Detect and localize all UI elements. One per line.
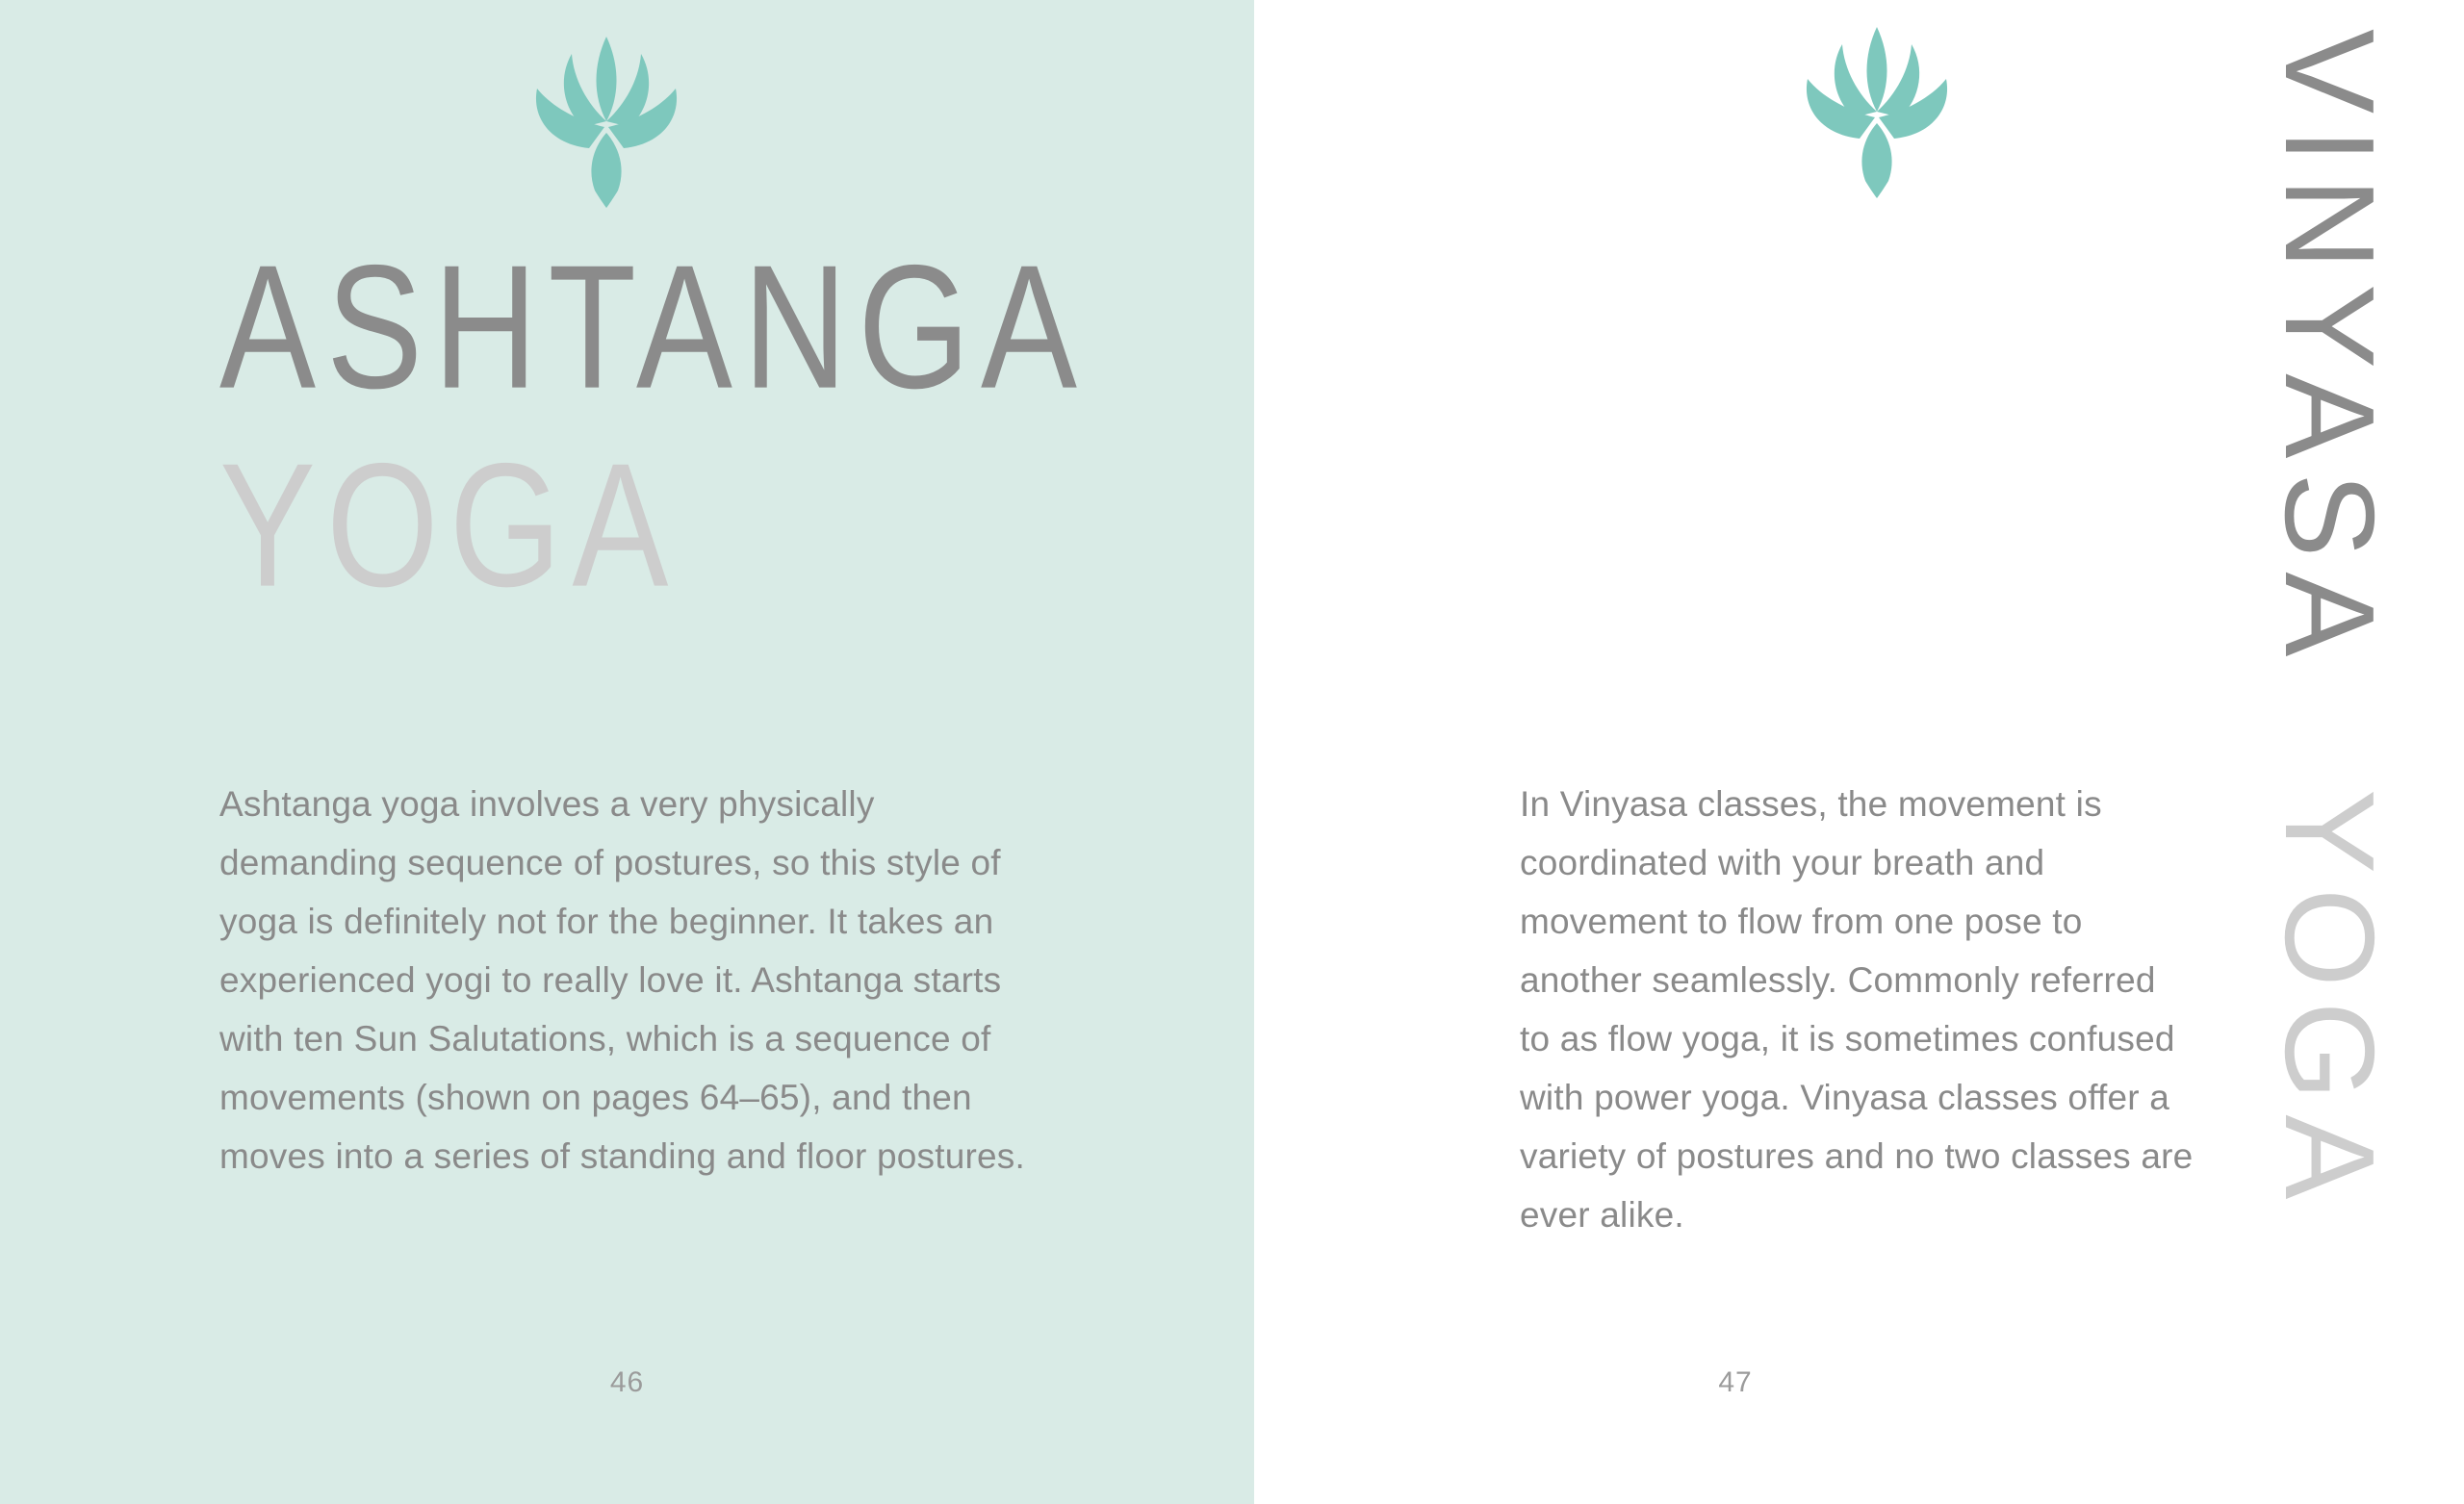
right-page: [1254, 0, 2464, 1504]
title-line-1: ASHTANGA: [219, 227, 1089, 425]
right-body-text: In Vinyasa classes, the movement is coordinated with your breath and movement to flow from one pose to another seamlessly. Commonly referred to as flow yoga, it is sometimes confused with power yoga. Vinyasa classes offer a variety of postures and no two classes are ever alike.: [1520, 784, 2194, 1235]
left-body-text: Ashtanga yoga involves a very physically demanding sequence of postures, so this style of yoga is definitely not for the beginner. It takes an experienced yogi to really love it. Ashtanga starts with ten Sun Salutations, which is a sequence of movements (shown on pages 64–65), and then moves into a series of standing and floor postures.: [219, 784, 1025, 1176]
vertical-title-line-2: YOGA: [2259, 789, 2400, 1214]
title-line-2: YOGA: [219, 425, 680, 624]
lotus-icon: [1761, 19, 1992, 212]
page-number-left: 46: [609, 1366, 645, 1398]
vertical-page-title: [2258, 29, 2431, 1214]
page-number-right: 47: [1718, 1366, 1753, 1398]
vertical-title-line-1: VINYASA: [2259, 29, 2400, 672]
lotus-icon: [491, 29, 722, 221]
page-title: [219, 227, 1089, 624]
